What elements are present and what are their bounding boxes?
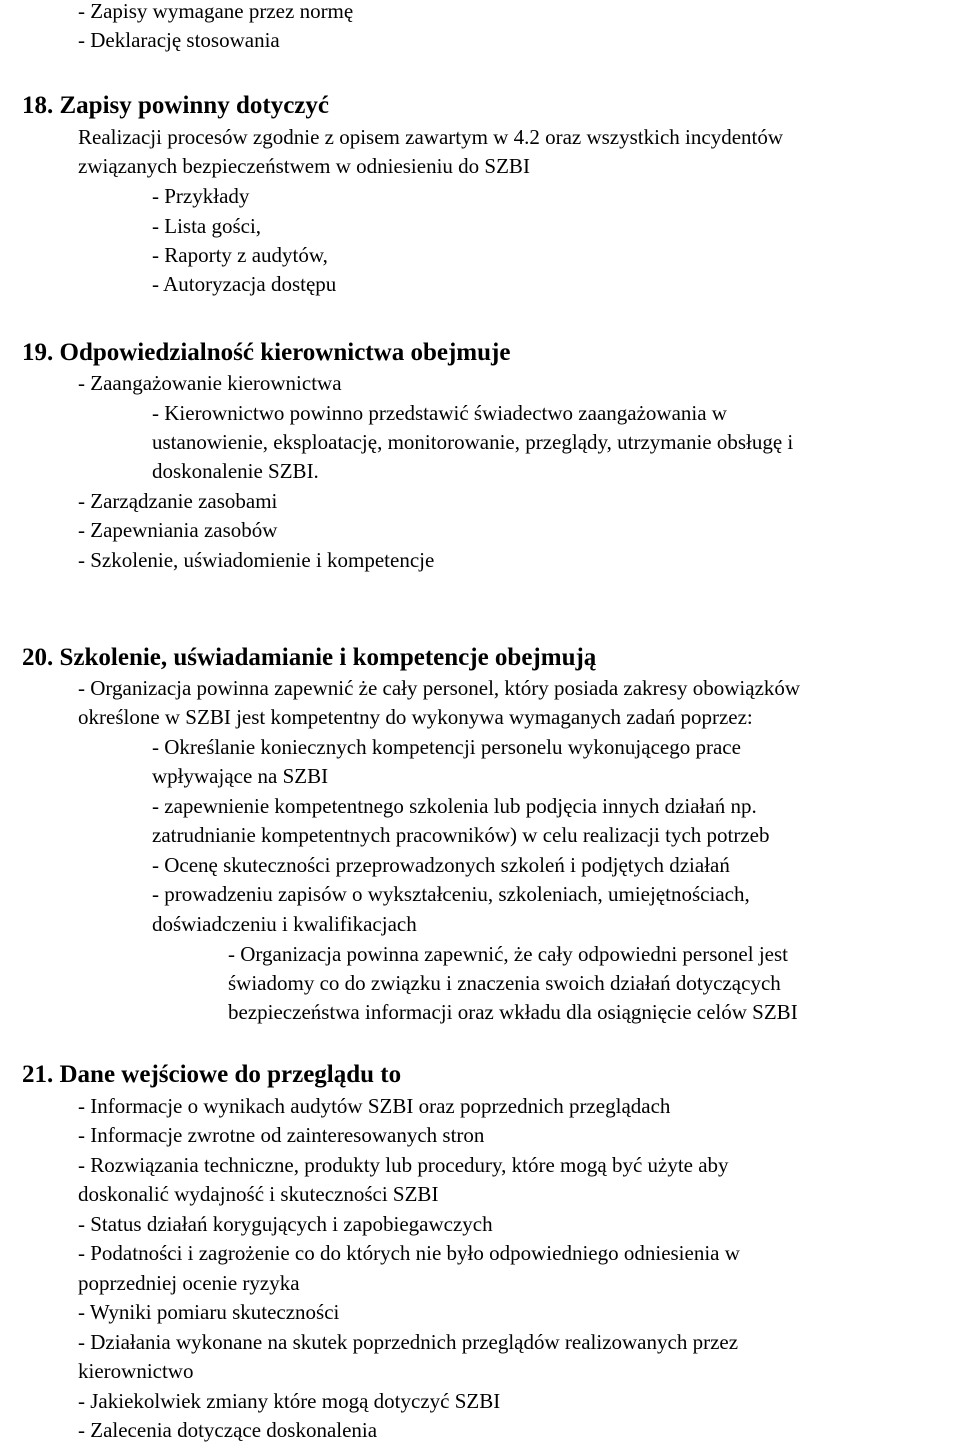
paragraph-line: bezpieczeństwa informacji oraz wkładu dla osiągnięcie celów SZBI — [228, 1000, 798, 1024]
paragraph-line: doświadczeniu i kwalifikacjach — [152, 912, 417, 936]
section-heading-20: 20. Szkolenie, uświadamianie i kompetencje obejmują — [22, 644, 597, 671]
paragraph-line: doskonalić wydajność i skuteczności SZBI — [78, 1182, 439, 1206]
paragraph-line: poprzedniej ocenie ryzyka — [78, 1271, 300, 1295]
list-item: - Zapisy wymagane przez normę — [78, 0, 354, 23]
paragraph-line: doskonalenie SZBI. — [152, 459, 319, 483]
list-item: - Zalecenia dotyczące doskonalenia — [78, 1418, 378, 1442]
list-item: - Określanie koniecznych kompetencji personelu wykonującego prace — [152, 735, 741, 759]
list-item: - Informacje o wynikach audytów SZBI oraz poprzednich przeglądach — [78, 1094, 671, 1118]
list-item: - Deklarację stosowania — [78, 28, 280, 52]
section-heading-18: 18. Zapisy powinny dotyczyć — [22, 92, 329, 119]
list-item: - Raporty z audytów, — [152, 243, 328, 267]
list-item: - Podatności i zagrożenie co do których nie było odpowiedniego odniesienia w — [78, 1241, 740, 1265]
list-item: - prowadzeniu zapisów o wykształceniu, szkoleniach, umiejętnościach, — [152, 882, 750, 906]
paragraph-line: ustanowienie, eksploatację, monitorowanie, przeglądy, utrzymanie obsługę i — [152, 430, 794, 454]
list-item: - Informacje zwrotne od zainteresowanych stron — [78, 1123, 485, 1147]
paragraph-line: świadomy co do związku i znaczenia swoich działań dotyczących — [228, 971, 781, 995]
list-item: - Organizacja powinna zapewnić że cały personel, który posiada zakresy obowiązków — [78, 676, 801, 700]
list-item: - Status działań korygujących i zapobiegawczych — [78, 1212, 493, 1236]
paragraph-line: określone w SZBI jest kompetentny do wykonywa wymaganych zadań poprzez: — [78, 705, 753, 729]
list-item: - Organizacja powinna zapewnić, że cały odpowiedni personel jest — [228, 942, 788, 966]
paragraph-line: wpływające na SZBI — [152, 764, 329, 788]
list-item: - Przykłady — [152, 184, 250, 208]
list-item: - Jakiekolwiek zmiany które mogą dotyczyć SZBI — [78, 1389, 501, 1413]
list-item: - Zapewniania zasobów — [78, 518, 278, 542]
list-item: - Zaangażowanie kierownictwa — [78, 371, 342, 395]
list-item: - Ocenę skuteczności przeprowadzonych szkoleń i podjętych działań — [152, 853, 730, 877]
section-heading-19: 19. Odpowiedzialność kierownictwa obejmuje — [22, 339, 511, 366]
paragraph-line: związanych bezpieczeństwem w odniesieniu do SZBI — [78, 154, 530, 178]
list-item: - Działania wykonane na skutek poprzednich przeglądów realizowanych przez — [78, 1330, 739, 1354]
list-item: - Kierownictwo powinno przedstawić świadectwo zaangażowania w — [152, 401, 727, 425]
paragraph-line: zatrudnianie kompetentnych pracowników) w celu realizacji tych potrzeb — [152, 823, 770, 847]
list-item: - zapewnienie kompetentnego szkolenia lub podjęcia innych działań np. — [152, 794, 757, 818]
list-item: - Zarządzanie zasobami — [78, 489, 278, 513]
list-item: - Rozwiązania techniczne, produkty lub procedury, które mogą być użyte aby — [78, 1153, 729, 1177]
list-item: - Autoryzacja dostępu — [152, 272, 337, 296]
list-item: - Szkolenie, uświadomienie i kompetencje — [78, 548, 435, 572]
list-item: - Lista gości, — [152, 214, 262, 238]
list-item: - Wyniki pomiaru skuteczności — [78, 1300, 340, 1324]
paragraph-line: kierownictwo — [78, 1359, 194, 1383]
paragraph-line: Realizacji procesów zgodnie z opisem zawartym w 4.2 oraz wszystkich incydentów — [78, 125, 784, 149]
section-heading-21: 21. Dane wejściowe do przeglądu to — [22, 1061, 402, 1088]
